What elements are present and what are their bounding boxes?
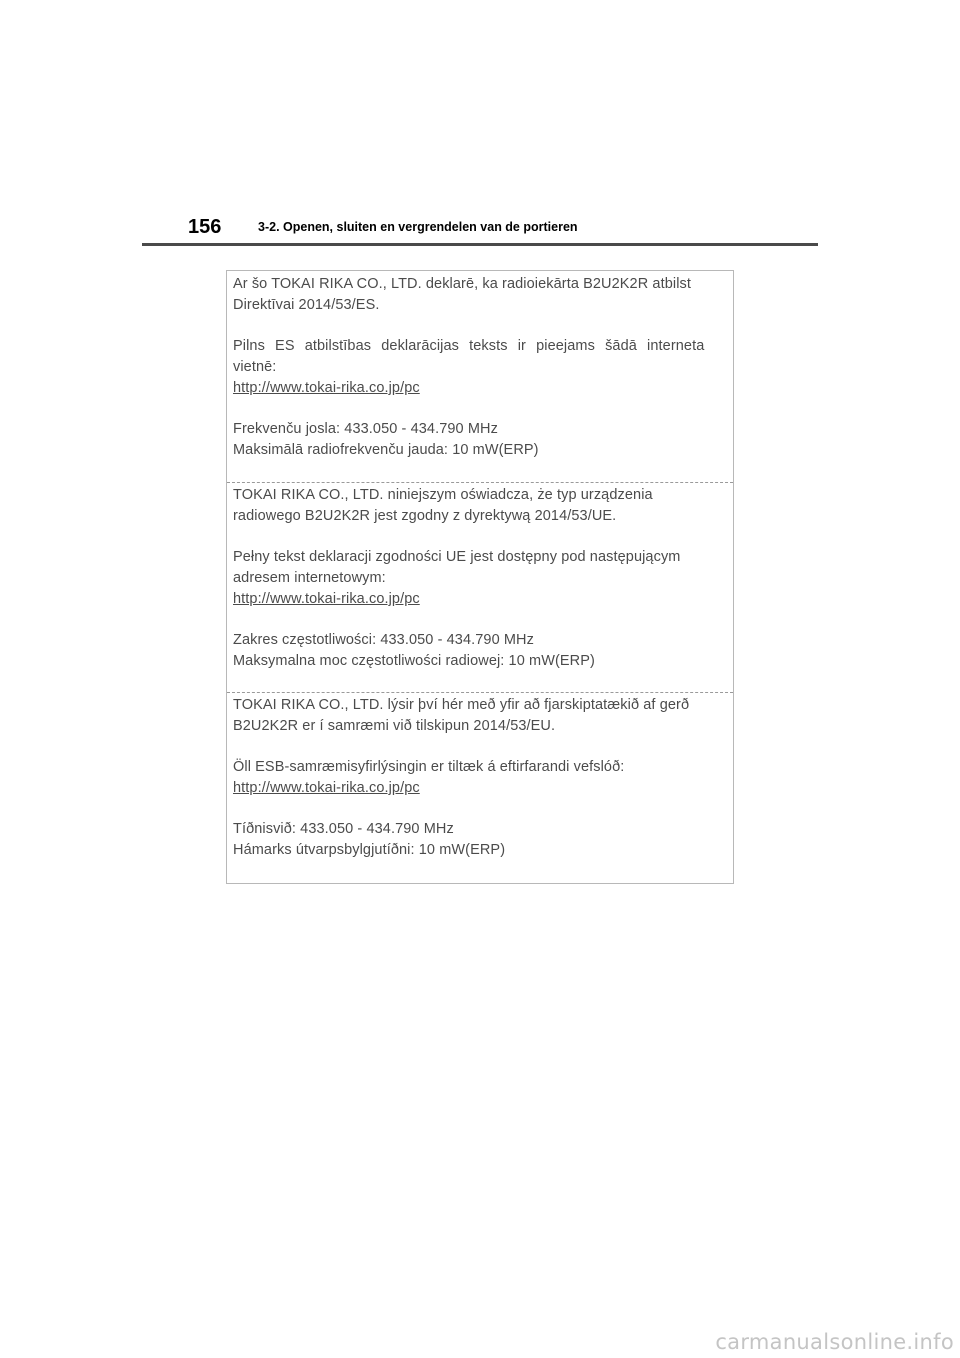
- page-number: 156: [188, 216, 222, 238]
- icelandic-frequency: Tíðnisvið: 433.050 - 434.790 MHz: [233, 821, 454, 837]
- icelandic-statement-line1: TOKAI RIKA CO., LTD. lýsir því hér með yfir að fjarskiptatækið af gerð: [233, 697, 690, 713]
- latvian-statement-line1: Ar šo TOKAI RIKA CO., LTD. deklarē, ka radioiekārta B2U2K2R atbilst: [233, 276, 691, 292]
- section-title: 3-2. Openen, sluiten en vergrendelen van de portieren: [258, 220, 578, 234]
- polish-fulltext-line1: Pełny tekst deklaracji zgodności UE jest dostępny pod następującym: [233, 549, 681, 565]
- section-divider: [227, 692, 733, 693]
- polish-statement-line1: TOKAI RIKA CO., LTD. niniejszym oświadcza, że typ urządzenia: [233, 487, 653, 503]
- latvian-power: Maksimālā radiofrekvenču jauda: 10 mW(ERP): [233, 442, 539, 458]
- icelandic-fulltext-line1: Öll ESB-samræmisyfirlýsingin er tiltæk á eftirfarandi vefslóð:: [233, 759, 625, 775]
- latvian-frequency: Frekvenču josla: 433.050 - 434.790 MHz: [233, 421, 498, 437]
- section-divider: [227, 482, 733, 483]
- polish-power: Maksymalna moc częstotliwości radiowej: 10 mW(ERP): [233, 653, 595, 669]
- latvian-fulltext-line1: Pilns ES atbilstības deklarācijas teksts ir pieejams šādā interneta: [233, 338, 705, 354]
- polish-fulltext-line2: adresem internetowym:: [233, 570, 386, 586]
- header-rule: [142, 243, 818, 246]
- latvian-statement-line2: Direktīvai 2014/53/ES.: [233, 297, 380, 313]
- polish-declaration-link[interactable]: http://www.tokai-rika.co.jp/pc: [233, 591, 420, 607]
- latvian-declaration-link[interactable]: http://www.tokai-rika.co.jp/pc: [233, 380, 420, 396]
- icelandic-statement-line2: B2U2K2R er í samræmi við tilskipun 2014/53/EU.: [233, 718, 556, 734]
- icelandic-power: Hámarks útvarpsbylgjutíðni: 10 mW(ERP): [233, 842, 506, 858]
- polish-frequency: Zakres częstotliwości: 433.050 - 434.790 MHz: [233, 632, 534, 648]
- polish-statement-line2: radiowego B2U2K2R jest zgodny z dyrektywą 2014/53/UE.: [233, 508, 617, 524]
- watermark: carmanualsonline.info: [715, 1330, 954, 1354]
- declaration-polish: [227, 485, 733, 672]
- icelandic-declaration-link[interactable]: http://www.tokai-rika.co.jp/pc: [233, 780, 420, 796]
- declaration-latvian: [227, 274, 733, 461]
- declaration-icelandic: [227, 695, 733, 861]
- latvian-fulltext-line2: vietnē:: [233, 359, 277, 375]
- declaration-box: [226, 270, 734, 884]
